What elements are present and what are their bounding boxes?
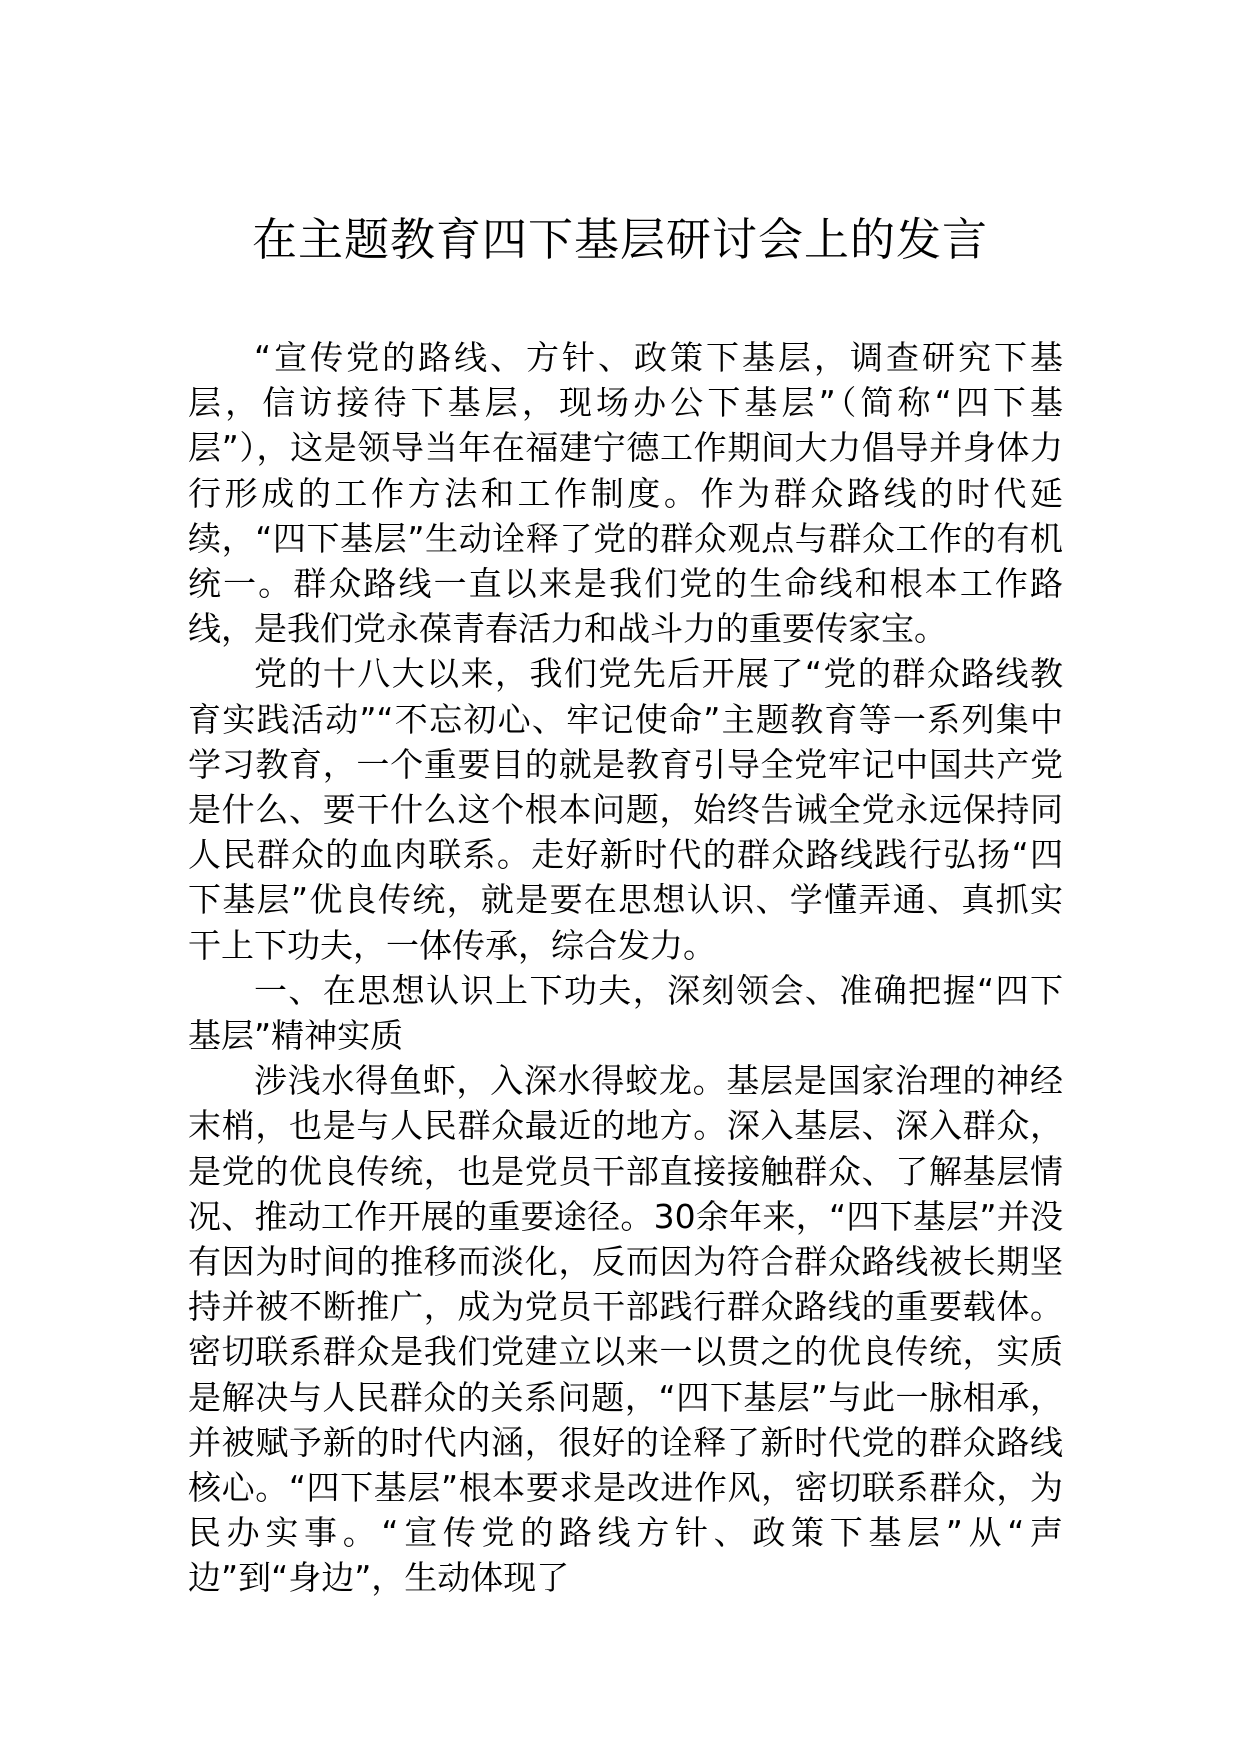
paragraph-background: 党的十八大以来，我们党先后开展了“党的群众路线教育实践活动”“不忘初心、牢记使命”主题教育等一系列集中学习教育，一个重要目的就是教育引导全党牢记中国共产党是什么、要干什么这个根本问题，始终告诫全党永远保持同人民群众的血肉联系。走好新时代的群众路线践行弘扬“四下基层”优良传统，就是要在思想认识、学懂弄通、真抓实干上下功夫，一体传承，综合发力。 [188, 654, 1063, 965]
document-title: 在主题教育四下基层研讨会上的发言 [251, 213, 988, 266]
section-heading-1: 一、在思想认识上下功夫，深刻领会、准确把握“四下基层”精神实质 [188, 970, 1063, 1056]
paragraph-intro: “宣传党的路线、方针、政策下基层，调查研究下基层，信访接待下基层，现场办公下基层”（简称“四下基层”），这是领导当年在福建宁德工作期间大力倡导并身体力行形成的工作方法和工作制度。作为群众路线的时代延续，“四下基层”生动诠释了党的群众观点与群众工作的有机统一。群众路线一直以来是我们党的生命线和根本工作路线，是我们党永葆青春活力和战斗力的重要传家宝。 [188, 338, 1063, 649]
paragraph-section-1: 涉浅水得鱼虾，入深水得蛟龙。基层是国家治理的神经末梢，也是与人民群众最近的地方。深入基层、深入群众，是党的优良传统，也是党员干部直接接触群众、了解基层情况、推动工作开展的重要途径。30余年来，“四下基层”并没有因为时间的推移而淡化，反而因为符合群众路线被长期坚持并被不断推广，成为党员干部践行群众路线的重要载体。密切联系群众是我们党建立以来一以贯之的优良传统，实质是解决与人民群众的关系问题，“四下基层”与此一脉相承，并被赋予新的时代内涵，很好的诠释了新时代党的群众路线核心。“四下基层”根本要求是改进作风，密切联系群众，为民办实事。“宣传党的路线方针、政策下基层”从“声边”到“身边”，生动体现了 [188, 1061, 1063, 1598]
document-body [188, 335, 1063, 1601]
